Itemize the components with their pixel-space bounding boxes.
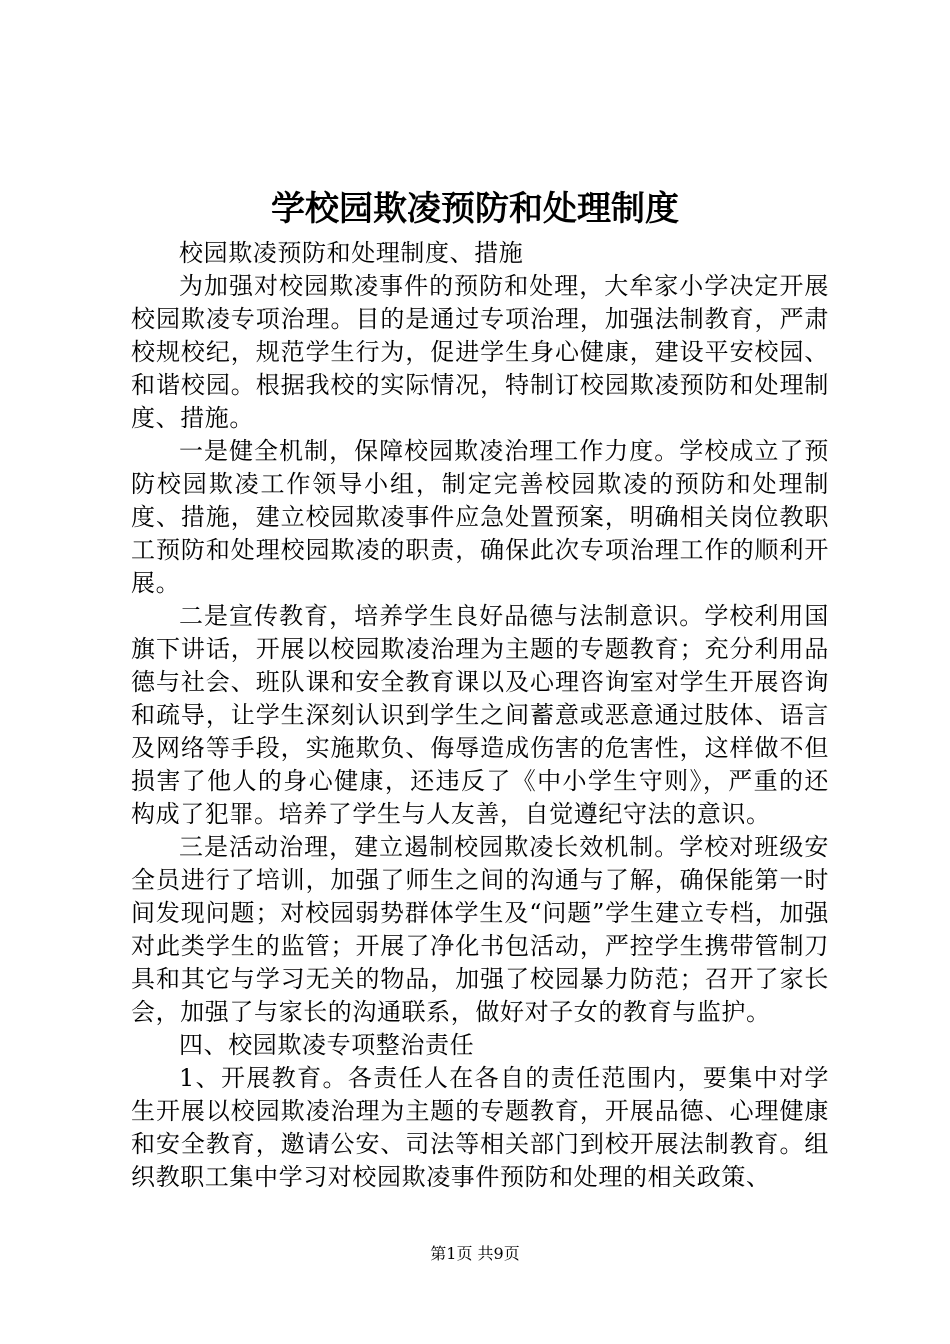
- page-footer: 第1页 共9页: [430, 1244, 520, 1263]
- paragraph-activity: 三是活动治理，建立遏制校园欺凌长效机制。学校对班级安全员进行了培训，加强了师生之间的沟通与了解，确保能第一时间发现问题；对校园弱势群体学生及“问题”学生建立专档，加强对此类学生的监管；开展了净化书包活动，严控学生携带管制刀具和其它与学习无关的物品，加强了校园暴力防范；召开了家长会，加强了与家长的沟通联系，做好对子女的教育与监护。: [131, 833, 829, 1026]
- document-body: [131, 237, 829, 1194]
- paragraph-intro: 为加强对校园欺凌事件的预防和处理，大牟家小学决定开展校园欺凌专项治理。目的是通过专项治理，加强法制教育，严肃校规校纪，规范学生行为，促进学生身心健康，建设平安校园、和谐校园。根据我校的实际情况，特制订校园欺凌预防和处理制度、措施。: [131, 272, 829, 432]
- document-subtitle: 校园欺凌预防和处理制度、措施: [179, 239, 524, 267]
- section-heading-responsibility: 四、校园欺凌专项整治责任: [179, 1031, 475, 1059]
- document-title: 学校园欺凌预防和处理制度: [271, 189, 679, 229]
- paragraph-mechanism: 一是健全机制，保障校园欺凌治理工作力度。学校成立了预防校园欺凌工作领导小组，制定完善校园欺凌的预防和处理制度、措施，建立校园欺凌事件应急处置预案，明确相关岗位教职工预防和处理校园欺凌的职责，确保此次专项治理工作的顺利开展。: [131, 437, 829, 597]
- paragraph-item-1: 1、开展教育。各责任人在各自的责任范围内，要集中对学生开展以校园欺凌治理为主题的专题教育，开展品德、心理健康和安全教育，邀请公安、司法等相关部门到校开展法制教育。组织教职工集中学习对校园欺凌事件预防和处理的相关政策、: [131, 1064, 829, 1191]
- paragraph-education: 二是宣传教育，培养学生良好品德与法制意识。学校利用国旗下讲话，开展以校园欺凌治理为主题的专题教育；充分利用品德与社会、班队课和安全教育课以及心理咨询室对学生开展咨询和疏导，让学生深刻认识到学生之间蓄意或恶意通过肢体、语言及网络等手段，实施欺负、侮辱造成伤害的危害性，这样做不但损害了他人的身心健康，还违反了《中小学生守则》，严重的还构成了犯罪。培养了学生与人友善，自觉遵纪守法的意识。: [131, 602, 829, 828]
